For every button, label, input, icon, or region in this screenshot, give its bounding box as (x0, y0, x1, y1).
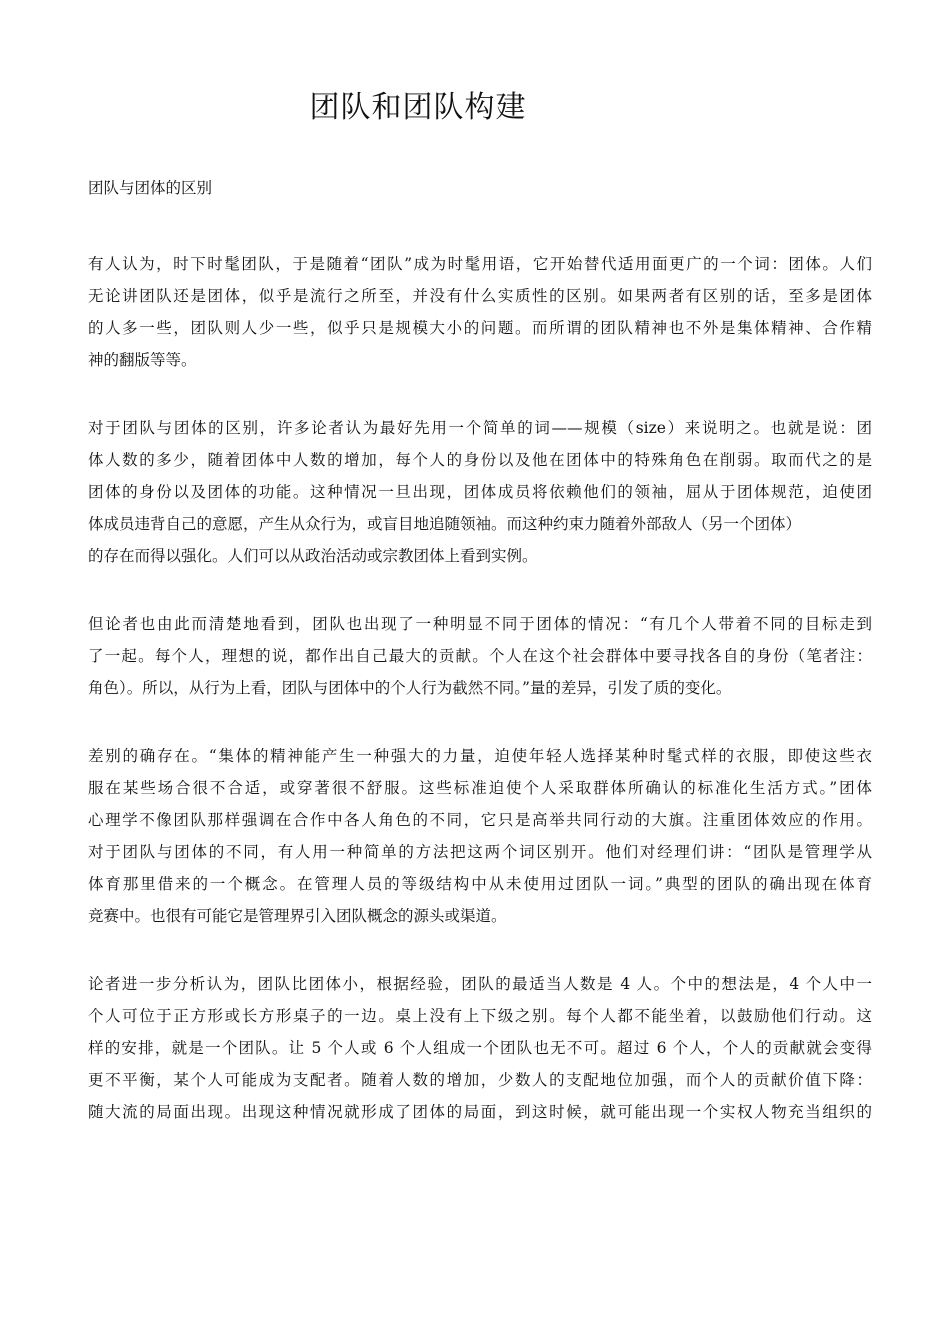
text-line: 的存在而得以强化。人们可以从政治活动或宗教团体上看到实例。 (88, 547, 538, 565)
paragraph-1 (88, 248, 872, 376)
paragraph-3 (88, 608, 872, 704)
text-line: 更不平衡，某个人可能成为支配者。随着人数的增加，少数人的支配地位加强，而个人的贡献价值下降： (88, 1071, 872, 1089)
text-line: 样的安排，就是一个团队。让 5 个人或 6 个人组成一个团队也无不可。超过 6 个人，个人的贡献就会变得 (88, 1039, 872, 1057)
text-line: 体成员违背自己的意愿，产生从众行为，或盲目地追随领袖。而这种约束力随着外部敌人（另一个团体） (88, 515, 802, 533)
text-line: 无论讲团队还是团体，似乎是流行之所至，并没有什么实质性的区别。如果两者有区别的话，至多是团体 (88, 287, 872, 305)
text-line: 有人认为，时下时髦团队，于是随着“团队”成为时髦用语，它开始替代适用面更广的一个词：团体。人们 (88, 255, 872, 273)
paragraph-2 (88, 412, 872, 572)
text-line: 差别的确存在。“集体的精神能产生一种强大的力量，迫使年轻人选择某种时髦式样的衣服，即使这些衣 (88, 747, 872, 765)
paragraph-4 (88, 740, 872, 932)
text-line: 但论者也由此而清楚地看到，团队也出现了一种明显不同于团体的情况：“有几个人带着不同的目标走到 (88, 615, 872, 633)
text-line: 体育那里借来的一个概念。在管理人员的等级结构中从未使用过团队一词。”典型的团队的确出现在体育 (88, 875, 872, 893)
document-title: 团队和团队构建 (309, 90, 527, 125)
text-line: 个人可位于正方形或长方形桌子的一边。桌上没有上下级之别。每个人都不能坐着，以鼓励他们行动。这 (88, 1007, 872, 1025)
text-line: 团体的身份以及团体的功能。这种情况一旦出现，团体成员将依赖他们的领袖，屈从于团体规范，迫使团 (88, 483, 872, 501)
text-line: 竞赛中。也很有可能它是管理界引入团队概念的源头或渠道。 (88, 907, 507, 925)
paragraph-5 (88, 968, 872, 1128)
text-line: 心理学不像团队那样强调在合作中各人角色的不同，它只是高举共同行动的大旗。注重团体效应的作用。 (88, 811, 872, 829)
text-line: 的人多一些，团队则人少一些，似乎只是规模大小的问题。而所谓的团队精神也不外是集体精神、合作精 (88, 319, 872, 337)
text-line: 神的翻版等等。 (88, 351, 197, 369)
text-line: 体人数的多少，随着团体中人数的增加，每个人的身份以及他在团体中的特殊角色在削弱。取而代之的是 (88, 451, 872, 469)
text-line: 对于团队与团体的区别，许多论者认为最好先用一个简单的词——规模（size）来说明之。也就是说：团 (88, 419, 872, 437)
text-line: 服在某些场合很不合适，或穿著很不舒服。这些标准迫使个人采取群体所确认的标准化生活方式。”团体 (88, 779, 872, 797)
section-heading: 团队与团体的区别 (88, 179, 213, 197)
text-line: 随大流的局面出现。出现这种情况就形成了团体的局面，到这时候，就可能出现一个实权人物充当组织的 (88, 1103, 872, 1121)
text-line: 角色）。所以，从行为上看，团队与团体中的个人行为截然不同。”量的差异，引发了质的变化。 (88, 679, 732, 697)
text-line: 了一起。每个人，理想的说，都作出自己最大的贡献。个人在这个社会群体中要寻找各自的身份（笔者注： (88, 647, 872, 665)
text-line: 对于团队与团体的不同，有人用一种简单的方法把这两个词区别开。他们对经理们讲：“团队是管理学从 (88, 843, 872, 861)
document-body (88, 248, 872, 1164)
text-line: 论者进一步分析认为，团队比团体小，根据经验，团队的最适当人数是 4 人。个中的想法是，4 个人中一 (88, 975, 872, 993)
